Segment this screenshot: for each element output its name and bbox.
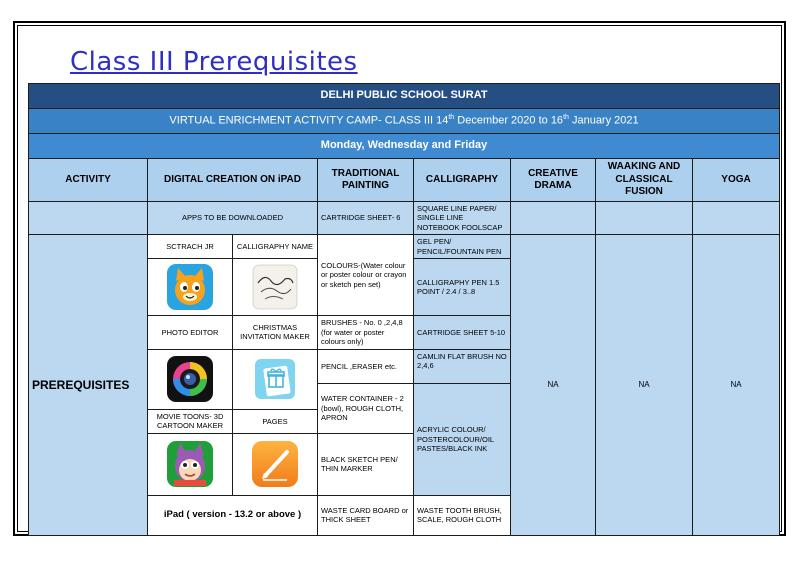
header-activity: ACTIVITY bbox=[29, 159, 148, 202]
calligraphy-item-1: SQUARE LINE PAPER/ SINGLE LINE NOTEBOOK FOOLSCAP bbox=[414, 202, 511, 235]
apps-label: APPS TO BE DOWNLOADED bbox=[148, 202, 318, 235]
days-band bbox=[29, 134, 780, 159]
yoga-na: NA bbox=[693, 235, 780, 536]
camp-text-start: VIRTUAL ENRICHMENT ACTIVITY CAMP- CLASS III 14 bbox=[169, 114, 449, 127]
app-pages-label: PAGES bbox=[233, 409, 318, 433]
table-row bbox=[29, 202, 780, 235]
prerequisites-label: PREREQUISITES bbox=[29, 235, 148, 536]
header-drama: CREATIVE DRAMA bbox=[511, 159, 596, 202]
app-calligraphy-label: CALLIGRAPHY NAME bbox=[233, 235, 318, 259]
fusion-blank bbox=[596, 202, 693, 235]
camp-text-middle: December 2020 to 16 bbox=[454, 114, 564, 127]
painting-item-2: COLOURS-(Water colour or poster colour or crayon or sketch pen set) bbox=[318, 235, 414, 316]
camp-sup-1: th bbox=[448, 113, 455, 121]
header-row bbox=[29, 159, 780, 202]
calligraphy-item-5: CAMLIN FLAT BRUSH NO 2,4,6 bbox=[414, 349, 511, 383]
app-movie-toons-label: MOVIE TOONS- 3D CARTOON MAKER bbox=[148, 409, 233, 433]
scratch-jr-icon bbox=[166, 263, 214, 311]
table-row bbox=[29, 235, 780, 259]
camp-text-end: January 2021 bbox=[568, 114, 639, 127]
header-painting: TRADITIONAL PAINTING bbox=[318, 159, 414, 202]
photo-editor-icon bbox=[166, 355, 214, 403]
header-fusion: WAAKING AND CLASSICAL FUSION bbox=[596, 159, 693, 202]
calligraphy-icon-cell bbox=[233, 258, 318, 315]
pages-app-icon bbox=[251, 440, 299, 488]
school-name: DELHI PUBLIC SCHOOL SURAT bbox=[29, 84, 780, 109]
painting-item-6: BLACK SKETCH PEN/ THIN MARKER bbox=[318, 433, 414, 495]
page-title: Class III Prerequisites bbox=[70, 47, 358, 77]
calligraphy-item-6: ACRYLIC COLOUR/ POSTERCOLOUR/OIL PASTES/BLACK INK bbox=[414, 383, 511, 495]
app-christmas-label: CHRISTMAS INVITATION MAKER bbox=[233, 315, 318, 349]
header-yoga: YOGA bbox=[693, 159, 780, 202]
pages-icon-cell bbox=[233, 433, 318, 495]
yoga-blank bbox=[693, 202, 780, 235]
school-band bbox=[29, 84, 780, 109]
painting-item-7: WASTE CARD BOARD or THICK SHEET bbox=[318, 495, 414, 535]
prerequisites-table bbox=[28, 83, 780, 536]
movie-toons-icon bbox=[166, 440, 214, 488]
app-scratch-label: SCTRACH JR bbox=[148, 235, 233, 259]
calligraphy-item-3: CALLIGRAPHY PEN 1.5 POINT / 2.4 / 3..8 bbox=[414, 258, 511, 315]
drama-blank bbox=[511, 202, 596, 235]
header-digital: DIGITAL CREATION ON iPAD bbox=[148, 159, 318, 202]
painting-item-4: PENCIL ,ERASER etc. bbox=[318, 349, 414, 383]
gift-invitation-icon bbox=[251, 355, 299, 403]
calligraphy-item-7: WASTE TOOTH BRUSH, SCALE, ROUGH CLOTH bbox=[414, 495, 511, 535]
calligraphy-item-4: CARTRIDGE SHEET 5-10 bbox=[414, 315, 511, 349]
blank-activity-cell bbox=[29, 202, 148, 235]
app-photo-editor-label: PHOTO EDITOR bbox=[148, 315, 233, 349]
fusion-na: NA bbox=[596, 235, 693, 536]
camp-sup-2: th bbox=[563, 113, 569, 121]
drama-na: NA bbox=[511, 235, 596, 536]
days-text: Monday, Wednesday and Friday bbox=[29, 134, 780, 159]
photo-editor-icon-cell bbox=[148, 349, 233, 409]
ipad-version-note: iPad ( version - 13.2 or above ) bbox=[148, 495, 318, 535]
camp-band bbox=[29, 109, 780, 134]
calligraphy-item-2: GEL PEN/ PENCIL/FOUNTAIN PEN bbox=[414, 235, 511, 259]
camp-title bbox=[29, 109, 780, 134]
painting-item-1: CARTRIDGE SHEET- 6 bbox=[318, 202, 414, 235]
header-calligraphy: CALLIGRAPHY bbox=[414, 159, 511, 202]
scratch-icon-cell bbox=[148, 258, 233, 315]
painting-item-3: BRUSHES - No. 0 ,2,4,8 (for water or poster colours only) bbox=[318, 315, 414, 349]
movie-toons-icon-cell bbox=[148, 433, 233, 495]
calligraphy-name-icon bbox=[251, 263, 299, 311]
christmas-icon-cell bbox=[233, 349, 318, 409]
painting-item-5: WATER CONTAINER - 2 (bowl), ROUGH CLOTH, APRON bbox=[318, 383, 414, 433]
